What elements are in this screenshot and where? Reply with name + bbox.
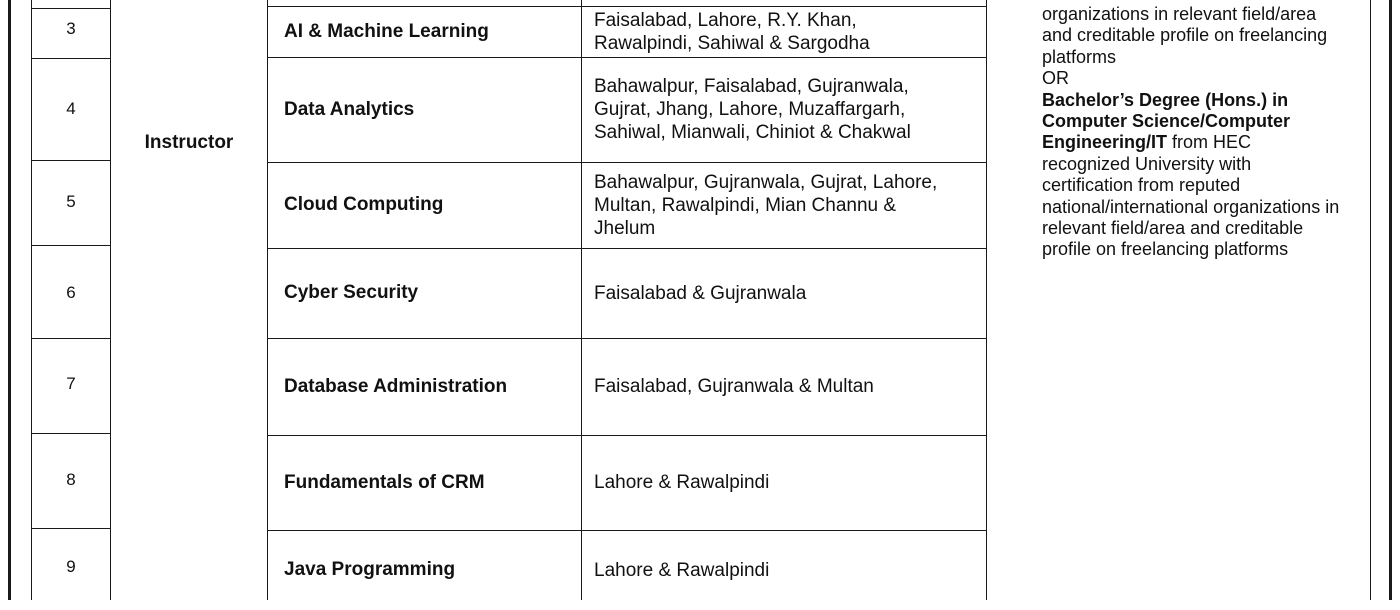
sr-number: 8 [66, 470, 76, 489]
eligibility-criteria [1042, 4, 1342, 261]
sr-number: 9 [66, 557, 76, 576]
course-name: Java Programming [284, 559, 456, 580]
sr-number: 4 [66, 99, 76, 118]
sr-row-line [31, 58, 111, 59]
sr-number: 6 [66, 283, 76, 302]
course-name: Database Administration [284, 375, 508, 397]
course-name: Data Analytics [284, 98, 415, 120]
sr-number: 5 [66, 192, 76, 211]
sr-number: 3 [66, 19, 76, 38]
course-locations: Faisalabad & Gujranwala [594, 282, 807, 304]
criteria-or: OR [1042, 68, 1069, 89]
course-locations: Bahawalpur, Faisalabad, Gujranwala, Gujrat, Jhang, Lahore, Muzaffargarh, Sahiwal, Mianwali, Chiniot & Chakwal [594, 76, 911, 143]
right-page-border [1389, 0, 1392, 600]
left-page-border [8, 0, 11, 600]
criteria-degree: Bachelor’s Degree (Hons.) in Computer Science/Computer Engineering/IT [1042, 89, 1291, 153]
sr-col-right-border [110, 0, 111, 600]
sr-number: 7 [66, 374, 76, 393]
course-name: Cyber Security [284, 282, 419, 303]
course-locations: Faisalabad, Lahore, R.Y. Khan, Rawalpindi, Sahiwal & Sargodha [594, 9, 870, 54]
course-name: Cloud Computing [284, 194, 444, 215]
course-name: AI & Machine Learning [284, 20, 489, 42]
sr-row-line [31, 160, 111, 161]
sr-row-line [31, 528, 111, 529]
designation-label: Instructor [144, 132, 234, 153]
sr-row-line [31, 338, 111, 339]
sr-row-line [31, 245, 111, 246]
course-locations: Lahore & Rawalpindi [594, 472, 770, 493]
criteria-part1: organizations in relevant field/area and creditable profile on freelancing platforms [1042, 4, 1328, 67]
criteria-part2: from HEC recognized University with certification from reputed national/international organizations in relevant field/area and creditable profile on freelancing platforms [1042, 132, 1340, 260]
sr-row-line [31, 8, 111, 9]
criteria-col-right-border [1370, 0, 1371, 600]
course-name: Fundamentals of CRM [284, 471, 485, 493]
sr-row-line [31, 433, 111, 434]
location-col-right-border [986, 0, 987, 600]
course-locations: Faisalabad, Gujranwala & Multan [594, 376, 874, 397]
course-locations: Bahawalpur, Gujranwala, Gujrat, Lahore, Multan, Rawalpindi, Mian Channu & Jhelum [594, 171, 938, 239]
course-locations: Lahore & Rawalpindi [594, 559, 770, 581]
